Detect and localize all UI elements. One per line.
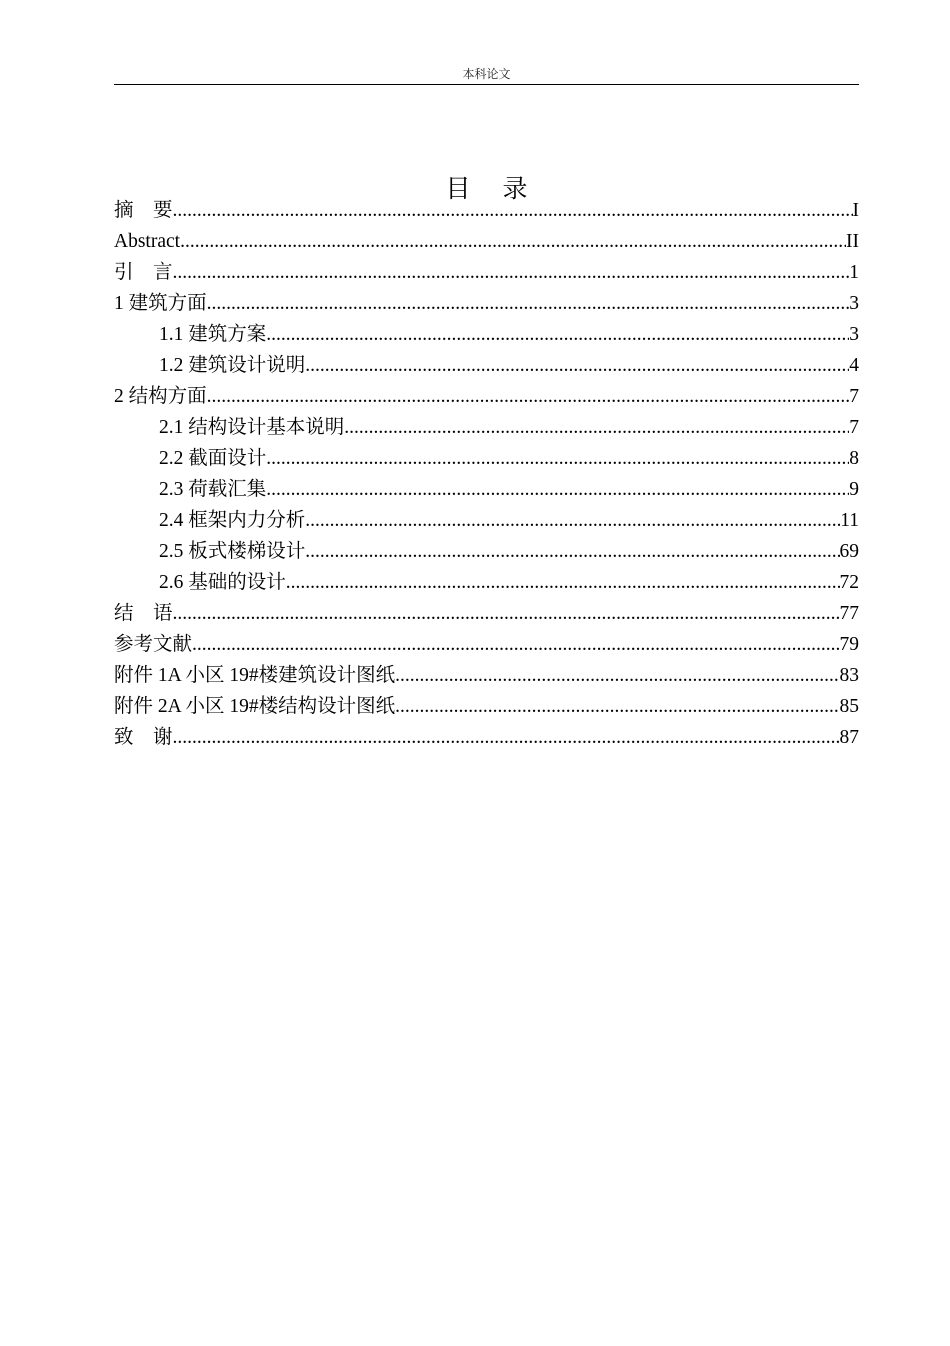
toc-entry-label: 附件 1A 小区 19#楼建筑设计图纸 (114, 665, 396, 686)
toc-entry-page: 11 (840, 510, 859, 531)
toc-entry-section-2-5[interactable] (114, 536, 859, 567)
toc-dot-leader (266, 474, 849, 505)
toc-entry-label: 2.3 荷载汇集 (159, 479, 267, 500)
toc-entry-acknowledgements[interactable] (114, 722, 859, 753)
toc-dot-leader (266, 443, 849, 474)
header-rule (114, 84, 859, 85)
toc-entry-page: 4 (849, 355, 859, 376)
toc-entry-page: 9 (849, 479, 859, 500)
toc-entry-section-2-4[interactable] (114, 505, 859, 536)
toc-dot-leader (286, 567, 840, 598)
toc-title: 目 录 (445, 173, 540, 203)
toc-entry-section-1-2[interactable] (114, 350, 859, 381)
toc-entry-page: 1 (849, 262, 859, 283)
toc-entry-page: 85 (839, 696, 859, 717)
toc-entry-section-2-6[interactable] (114, 567, 859, 598)
toc-entry-page: 7 (849, 417, 859, 438)
toc-entry-page: 72 (839, 572, 859, 593)
toc-entry-page: 8 (849, 448, 859, 469)
toc-entry-references[interactable] (114, 629, 859, 660)
toc-dot-leader (305, 350, 849, 381)
toc-entry-section-2-3[interactable] (114, 474, 859, 505)
toc-entry-label: Abstract (114, 231, 181, 252)
toc-entry-label: 附件 2A 小区 19#楼结构设计图纸 (114, 696, 396, 717)
toc-entry-page: 83 (839, 665, 859, 686)
toc-dot-leader (173, 722, 840, 753)
toc-dot-leader (180, 226, 846, 257)
toc-dot-leader (207, 288, 850, 319)
toc-entry-label: 参考文献 (114, 634, 193, 655)
toc-entry-label: 1 建筑方面 (114, 293, 207, 314)
toc-entry-section-2-1[interactable] (114, 412, 859, 443)
toc-entry-label: 引 言 (114, 262, 173, 283)
toc-dot-leader (395, 691, 839, 722)
toc-entry-page: 7 (849, 386, 859, 407)
toc-dot-leader (305, 536, 839, 567)
toc-entry-page: 87 (839, 727, 859, 748)
toc-entry-abstract-cn[interactable] (114, 195, 859, 226)
toc-entry-abstract-en[interactable] (114, 226, 859, 257)
toc-dot-leader (344, 412, 849, 443)
toc-entry-label: 摘 要 (114, 200, 173, 221)
toc-entry-section-1-1[interactable] (114, 319, 859, 350)
toc-dot-leader (192, 629, 839, 660)
toc-entry-page: 3 (849, 324, 859, 345)
toc-dot-leader (173, 257, 850, 288)
running-header: 本科论文 (462, 67, 511, 81)
toc-entry-label: 1.1 建筑方案 (159, 324, 267, 345)
toc-entry-label: 致 谢 (114, 727, 173, 748)
toc-dot-leader (266, 319, 849, 350)
toc-entry-appendix-2[interactable] (114, 691, 859, 722)
toc-entry-chapter-2[interactable] (114, 381, 859, 412)
toc-dot-leader (173, 598, 840, 629)
toc-entry-chapter-1[interactable] (114, 288, 859, 319)
toc-entry-label: 2.1 结构设计基本说明 (159, 417, 345, 438)
toc-dot-leader (207, 381, 850, 412)
toc-entry-page: I (852, 200, 859, 221)
toc-entry-page: II (846, 231, 859, 252)
toc-entry-label: 结 语 (114, 603, 173, 624)
toc-entry-section-2-2[interactable] (114, 443, 859, 474)
toc-entry-introduction[interactable] (114, 257, 859, 288)
toc-entry-label: 2.4 框架内力分析 (159, 510, 306, 531)
toc-entry-page: 3 (849, 293, 859, 314)
toc-dot-leader (173, 195, 853, 226)
toc-dot-leader (305, 505, 840, 536)
toc-entry-label: 2.6 基础的设计 (159, 572, 286, 593)
toc-entry-label: 2 结构方面 (114, 386, 207, 407)
toc-entry-page: 79 (839, 634, 859, 655)
table-of-contents (114, 195, 859, 753)
toc-entry-appendix-1[interactable] (114, 660, 859, 691)
toc-dot-leader (395, 660, 839, 691)
toc-entry-label: 2.2 截面设计 (159, 448, 267, 469)
toc-entry-label: 2.5 板式楼梯设计 (159, 541, 306, 562)
toc-entry-page: 69 (839, 541, 859, 562)
toc-entry-conclusion[interactable] (114, 598, 859, 629)
toc-entry-label: 1.2 建筑设计说明 (159, 355, 306, 376)
toc-entry-page: 77 (839, 603, 859, 624)
